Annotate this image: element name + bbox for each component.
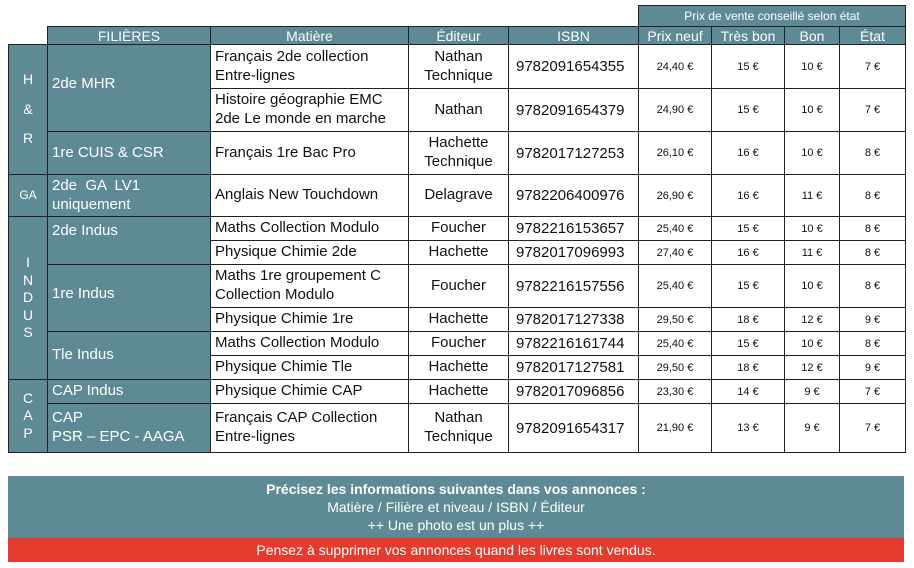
prix-neuf-cell: 24,90 € [639,89,712,132]
bon-cell: 11 € [785,175,840,217]
tres-bon-cell: 15 € [712,332,785,356]
info-box-line1: Matière / Filière et niveau / ISBN / Éditeur [327,499,585,515]
table-row [9,332,906,356]
bon-cell: 10 € [785,89,840,132]
tres-bon-cell: 14 € [712,380,785,404]
tres-bon-cell: 18 € [712,356,785,380]
price-group-header: Prix de vente conseillé selon état [639,6,906,27]
prix-neuf-cell: 23,30 € [639,380,712,404]
etat-cell: 7 € [840,89,906,132]
info-box-title: Précisez les informations suivantes dans vos annonces : [266,481,646,497]
etat-cell: 7 € [840,45,906,89]
isbn-cell: 9782216161744 [509,332,639,356]
filiere-cap-indus: CAP Indus [48,380,211,404]
prix-neuf-cell: 29,50 € [639,308,712,332]
editeur-cell: Foucher [409,332,509,356]
matiere-cell: Maths Collection Modulo [211,332,409,356]
editeur-cell: Hachette [409,380,509,404]
matiere-cell: Maths 1re groupement C Collection Modulo [211,265,409,308]
info-box [8,476,904,538]
etat-cell: 8 € [840,217,906,241]
book-price-table [8,5,906,453]
col-prix-neuf: Prix neuf [639,27,712,45]
etat-cell: 8 € [840,265,906,308]
bon-cell: 10 € [785,132,840,175]
editeur-cell: Nathan Technique [409,45,509,89]
prix-neuf-cell: 25,40 € [639,332,712,356]
tres-bon-cell: 15 € [712,45,785,89]
editeur-cell: Foucher [409,265,509,308]
isbn-cell: 9782091654379 [509,89,639,132]
table-row [9,380,906,404]
table-row [9,404,906,453]
col-bon: Bon [785,27,840,45]
table-row [9,217,906,241]
filiere-cuis: 1re CUIS & CSR [48,132,211,175]
editeur-cell: Nathan Technique [409,404,509,453]
editeur-cell: Hachette [409,308,509,332]
group-hr: H & R [9,45,48,175]
etat-cell: 7 € [840,404,906,453]
bon-cell: 11 € [785,241,840,265]
isbn-cell: 9782091654355 [509,45,639,89]
col-editeur: Éditeur [409,27,509,45]
etat-cell: 8 € [840,175,906,217]
editeur-cell: Hachette [409,241,509,265]
bon-cell: 9 € [785,404,840,453]
group-ga: GA [9,175,48,217]
prix-neuf-cell: 27,40 € [639,241,712,265]
isbn-cell: 9782206400976 [509,175,639,217]
col-matiere: Matière [211,27,409,45]
etat-cell: 9 € [840,308,906,332]
prix-neuf-cell: 29,50 € [639,356,712,380]
table-row [9,45,906,89]
tres-bon-cell: 16 € [712,175,785,217]
col-etat: État [840,27,906,45]
editeur-cell: Foucher [409,217,509,241]
editeur-cell: Hachette [409,356,509,380]
editeur-cell: Hachette Technique [409,132,509,175]
matiere-cell: Physique Chimie 2de [211,241,409,265]
prix-neuf-cell: 26,90 € [639,175,712,217]
col-isbn: ISBN [509,27,639,45]
tres-bon-cell: 15 € [712,265,785,308]
bon-cell: 10 € [785,265,840,308]
etat-cell: 9 € [840,356,906,380]
isbn-cell: 9782091654317 [509,404,639,453]
matiere-cell: Physique Chimie Tle [211,356,409,380]
group-indus: I N D U S [9,217,48,380]
prix-neuf-cell: 25,40 € [639,217,712,241]
bon-cell: 9 € [785,380,840,404]
prix-neuf-cell: 26,10 € [639,132,712,175]
etat-cell: 8 € [840,241,906,265]
matiere-cell: Maths Collection Modulo [211,217,409,241]
table-row [9,175,906,217]
bon-cell: 10 € [785,45,840,89]
info-box-line2: ++ Une photo est un plus ++ [367,517,545,533]
matiere-cell: Anglais New Touchdown [211,175,409,217]
matiere-cell: Physique Chimie 1re [211,308,409,332]
tres-bon-cell: 16 € [712,241,785,265]
table-row [9,132,906,175]
matiere-cell: Français 1re Bac Pro [211,132,409,175]
matiere-cell: Français CAP Collection Entre-lignes [211,404,409,453]
isbn-cell: 9782017096856 [509,380,639,404]
bon-cell: 10 € [785,332,840,356]
filiere-2de-indus: 2de Indus [48,217,211,265]
col-tres-bon: Très bon [712,27,785,45]
isbn-cell: 9782017127253 [509,132,639,175]
tres-bon-cell: 15 € [712,217,785,241]
prix-neuf-cell: 25,40 € [639,265,712,308]
group-cap: C A P [9,380,48,453]
bon-cell: 10 € [785,217,840,241]
bon-cell: 12 € [785,308,840,332]
warning-banner: Pensez à supprimer vos annonces quand les livres sont vendus. [8,538,904,562]
isbn-cell: 9782017127338 [509,308,639,332]
isbn-cell: 9782017096993 [509,241,639,265]
matiere-cell: Physique Chimie CAP [211,380,409,404]
tres-bon-cell: 18 € [712,308,785,332]
header-row [9,27,906,45]
filiere-1re-indus: 1re Indus [48,265,211,332]
editeur-cell: Nathan [409,89,509,132]
isbn-cell: 9782017127581 [509,356,639,380]
etat-cell: 7 € [840,380,906,404]
filiere-cap-psr: CAP PSR – EPC - AAGA [48,404,211,453]
matiere-cell: Français 2de collection Entre-lignes [211,45,409,89]
editeur-cell: Delagrave [409,175,509,217]
tres-bon-cell: 15 € [712,89,785,132]
col-filieres: FILIÈRES [48,27,211,45]
isbn-cell: 9782216153657 [509,217,639,241]
bon-cell: 12 € [785,356,840,380]
table-row [9,265,906,308]
isbn-cell: 9782216157556 [509,265,639,308]
prix-neuf-cell: 21,90 € [639,404,712,453]
filiere-ga: 2de GA LV1 uniquement [48,175,211,217]
etat-cell: 8 € [840,132,906,175]
matiere-cell: Histoire géographie EMC 2de Le monde en marche [211,89,409,132]
prix-neuf-cell: 24,40 € [639,45,712,89]
etat-cell: 8 € [840,332,906,356]
tres-bon-cell: 13 € [712,404,785,453]
filiere-tle-indus: Tle Indus [48,332,211,380]
filiere-mhr: 2de MHR [48,45,211,132]
tres-bon-cell: 16 € [712,132,785,175]
